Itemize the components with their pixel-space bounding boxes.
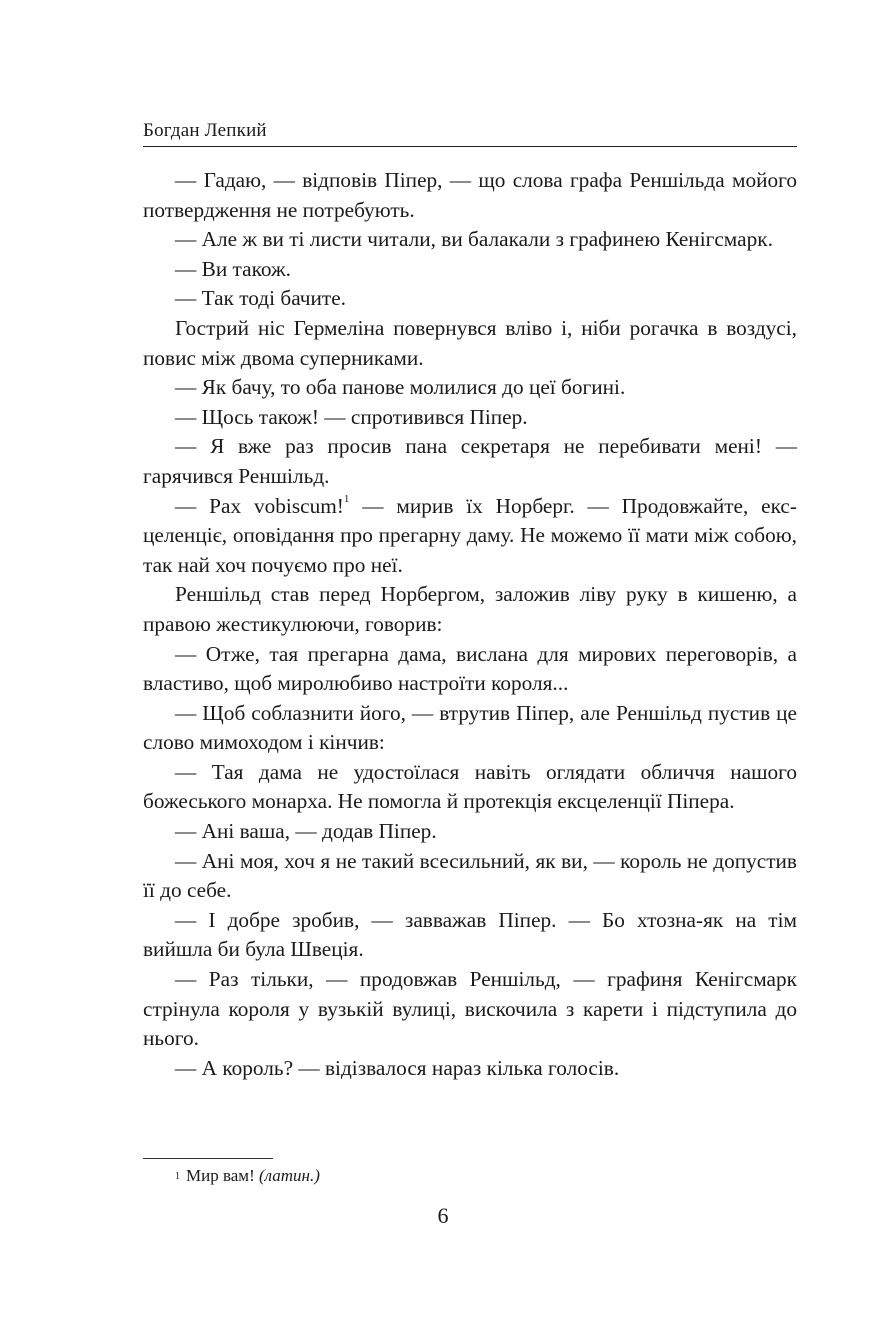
paragraph: — Я вже раз просив пана секретаря не перебивати мені! — гарячився Реншільд.	[143, 434, 797, 488]
paragraph: — Ані моя, хоч я не такий всесильний, як ви, — король не допустив її до себе.	[143, 848, 797, 903]
paragraph: — Щоб соблазнити його, — втрутив Піпер, але Реншільд пустив це слово мимоходом і кінчив:	[143, 700, 797, 755]
paragraph: — Але ж ви ті листи читали, ви балакали з графинею Кенігсмарк.	[175, 227, 773, 252]
paragraph-pax	[143, 492, 797, 581]
pax-text-before: — Pax vobiscum!	[175, 493, 344, 518]
paragraph: — А король? — відізвалося нараз кілька голосів.	[175, 1055, 620, 1080]
footnote-language: (латин.)	[258, 1166, 320, 1185]
footnote-mark: 1	[175, 1171, 180, 1182]
paragraph: — Як бачу, то оба панове молилися до цеї богині.	[175, 375, 626, 400]
page-number: 6	[437, 1203, 449, 1228]
paragraph: — Раз тільки, — продовжав Реншільд, — графиня Кенігсмарк стрінула короля у вузькій вулиці, вискочила з карети і підступила до нього.	[143, 967, 797, 1051]
paragraph: — Ані ваша, — додав Піпер.	[175, 819, 437, 844]
page-body	[143, 166, 797, 1083]
footnote-text: Мир вам!	[186, 1166, 259, 1185]
footnote-divider	[143, 1158, 273, 1159]
footnote	[175, 1164, 320, 1188]
running-header-author: Богдан Лепкий	[143, 120, 267, 141]
footnote-reference: 1	[343, 492, 350, 505]
paragraph: — Так тоді бачите.	[175, 286, 346, 311]
paragraph: — Щось також! — спротивився Піпер.	[175, 404, 528, 429]
paragraph: — Ви також.	[175, 256, 291, 281]
paragraph: Реншільд став перед Норбергом, заложив ліву руку в кишеню, а правою жестикулюючи, говорив:	[143, 582, 797, 636]
paragraph: — Гадаю, — відповів Піпер, — що слова графа Реншільда мойого потвердження не потребують.	[143, 168, 797, 222]
paragraph: Гострий ніс Гермеліна повернувся вліво і, ніби рогачка в воздусі, повис між двома суперниками.	[143, 315, 797, 370]
pax-text-after: — мирив їх Норберг. — Продовжайте, ексцеленціє, оповідання про прегарну даму. Не можемо її мати між собою, так най хоч почуємо про неї.	[143, 493, 797, 577]
paragraph: — Отже, тая прегарна дама, вислана для мирових переговорів, а властиво, щоб миролюбиво настроїти короля...	[143, 641, 797, 696]
paragraph: — Тая дама не удостоїлася навіть оглядати обличчя нашого божеського монарха. Не помогла й протекція ексцеленції Піпера.	[143, 759, 797, 814]
paragraph: — І добре зробив, — завважав Піпер. — Бо хтозна-як на тім вийшла би була Швеція.	[143, 907, 797, 962]
running-header	[143, 118, 797, 147]
